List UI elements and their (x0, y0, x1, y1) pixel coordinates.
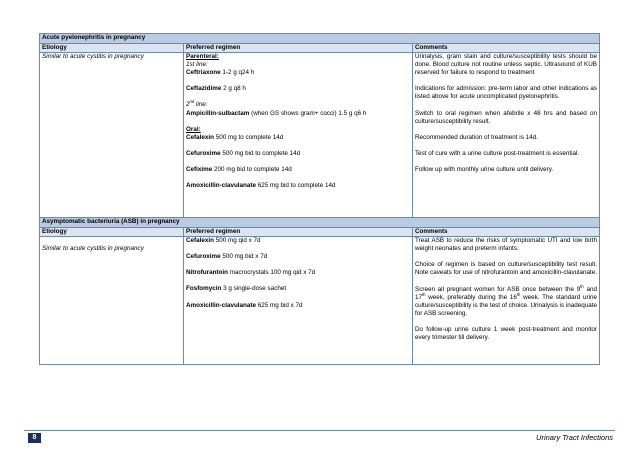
drug-name: Cefixime (186, 165, 213, 173)
section-title: Asymptomatic bacteriuria (ASB) in pregnancy (40, 218, 600, 228)
regimen-item (186, 269, 410, 277)
drug-dose: 1-2 g q24 h (220, 69, 255, 77)
oral-label: Oral: (186, 125, 201, 133)
regimen-item (186, 69, 410, 77)
comment-paragraph: Switch to oral regimen when afebrile x 48 hrs and based on culture/susceptibility result. (415, 109, 597, 125)
drug-dose: 3 g single-dose sachet (221, 285, 287, 293)
drug-dose: 500 mg bid to complete 14d (220, 149, 301, 157)
header-comments: Comments (413, 44, 600, 53)
drug-name: Cefalexin (186, 237, 214, 245)
page-footer (24, 430, 615, 443)
drug-name: Cefuroxime (186, 253, 221, 261)
drug-name: Amoxicillin-clavulanate (186, 182, 256, 190)
drug-dose: 500 mg bid x 7d (220, 253, 268, 261)
regimen-item (186, 166, 410, 174)
comment-paragraph: Choice of regimen is based on culture/susceptibility test result. Note caveats for use of nitrofurantoin and amoxicillin-clavulanate. (415, 261, 598, 277)
drug-name: Ceftazidime (186, 85, 222, 93)
comment-paragraph: Indications for admission: pre-term labor and other indications as listed above for acute uncomplicated pyelonephritis. (415, 85, 597, 101)
table-row (40, 237, 600, 365)
drug-dose: (when GS shows gram+ cocci) 1.5 g q6 h (249, 109, 367, 117)
drug-name: Ceftriaxone (186, 69, 221, 77)
section-title: Acute pyelonephritis in pregnancy (40, 34, 600, 44)
etiology-cell: Similar to acute cystitis in pregnancy (40, 53, 184, 218)
comments-cell (413, 237, 600, 365)
table-row (40, 53, 600, 218)
comment-paragraph: Follow up with monthly urine culture until delivery. (415, 165, 554, 173)
parenteral-label: Parenteral: (186, 53, 219, 61)
first-line-label: 1st line: (186, 61, 208, 69)
header-etiology: Etiology (40, 228, 184, 237)
regimen-item (186, 182, 410, 190)
section-title-row (40, 34, 600, 44)
regimen-item (186, 134, 410, 142)
screening-paragraph: Screen all pregnant women for ASB once between the 9th and 17th week, preferably during the 16th week. The standard urine culture/susceptibility is the test of choice. Urinalysis is inadequate for ASB screening. (415, 283, 597, 317)
drug-dose: 500 mg to complete 14d (214, 133, 284, 141)
footer-title: Urinary Tract Infections (536, 433, 613, 442)
guideline-table (39, 33, 600, 365)
comment-paragraph: Recommended duration of treatment is 14d. (415, 133, 538, 141)
header-etiology: Etiology (40, 44, 184, 53)
column-header-row (40, 228, 600, 237)
comment-paragraph: Test of cure with a urine culture post-treatment is essential. (415, 149, 580, 157)
regimen-cell (184, 237, 413, 365)
regimen-item (186, 85, 410, 93)
comment-paragraph: Treat ASB to reduce the risks of symptomatic UTI and low birth weight neonates and preterm infants. (415, 237, 597, 253)
drug-dose: 625 mg bid to complete 14d (256, 182, 336, 190)
comment-paragraph: Urinalysis, gram stain and culture/susceptibility tests should be done. Blood culture not routine unless septic. Ultrasound of KUB reserved for failure to respond to treatment (415, 53, 597, 77)
header-regimen: Preferred regimen (184, 228, 413, 237)
header-regimen: Preferred regimen (184, 44, 413, 53)
drug-dose: 200 mg bid to complete 14d (212, 165, 292, 173)
etiology-text: Similar to acute cystitis in pregnancy (42, 245, 144, 253)
drug-dose: 2 g q8 h (221, 85, 246, 93)
drug-name: Ampicillin-sulbactam (186, 109, 250, 117)
regimen-item (186, 110, 410, 118)
column-header-row (40, 44, 600, 53)
page-number-badge: 8 (28, 433, 41, 443)
drug-name: Cefuroxime (186, 149, 221, 157)
drug-dose: 500 mg qid x 7d (214, 237, 261, 245)
comments-cell (413, 53, 600, 218)
regimen-item (186, 150, 410, 158)
header-comments: Comments (413, 228, 600, 237)
comment-paragraph: Do follow-up urine culture 1 week post-treatment and monitor every trimester till delivery. (415, 325, 597, 342)
regimen-cell (184, 53, 413, 218)
drug-name: Amoxicillin-clavulanate (186, 301, 256, 309)
drug-name: Nitrofurantoin (186, 269, 228, 277)
regimen-item (186, 285, 410, 293)
etiology-cell (40, 237, 184, 365)
regimen-item (186, 253, 410, 261)
regimen-item (186, 237, 410, 245)
regimen-item (186, 302, 410, 310)
second-line-label: 2nd line: (186, 99, 208, 109)
drug-name: Fosfomycin (186, 285, 222, 293)
section-title-row (40, 218, 600, 228)
drug-dose: 625 mg bid x 7d (256, 301, 303, 309)
drug-dose: macrocrystals 100 mg qid x 7d (227, 269, 316, 277)
drug-name: Cefalexin (186, 133, 214, 141)
